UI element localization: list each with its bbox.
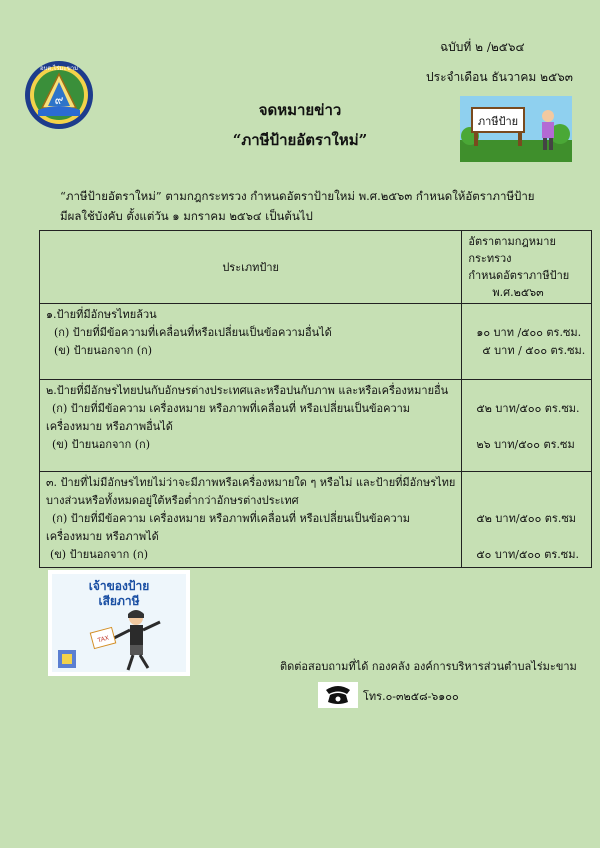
owner-pays-tax-illustration bbox=[48, 570, 190, 676]
row-text: ๑.ป้ายที่มีอักษรไทยล้วน bbox=[46, 308, 157, 321]
row-text: ๓. ป้ายที่ไม่มีอักษรไทยไม่ว่าจะมีภาพหรือเครื่องหมายใด ๆ หรือไม่ และป้ายที่มีอักษรไทย bbox=[46, 476, 456, 489]
rate-value: ๒๖ บาท/๕๐๐ ตร.ซม bbox=[476, 438, 575, 451]
row-rates bbox=[462, 304, 592, 380]
rate-value: ๕๒ บาท/๕๐๐ ตร.ซม bbox=[476, 512, 577, 525]
tax-rate-table bbox=[39, 230, 592, 568]
tax-sign-illustration bbox=[460, 96, 572, 162]
row-text: บางส่วนหรือทั้งหมดอยู่ใต้หรือต่ำกว่าอักษรต่างประเทศ bbox=[46, 494, 299, 507]
rate-value: ๕๒ บาท/๕๐๐ ตร.ซม. bbox=[476, 402, 580, 415]
logo-text: อบต.ไร่มะขาม bbox=[39, 65, 79, 72]
phone-number: โทร.๐-๓๒๕๘-๖๑๐๐ bbox=[363, 690, 459, 703]
issue-number: ฉบับที่ ๒ /๒๕๖๔ bbox=[440, 40, 525, 54]
table-row bbox=[40, 380, 592, 472]
row-text: เครื่องหมาย หรือภาพได้ bbox=[46, 530, 159, 543]
owner-pic-line1: เจ้าของป้าย bbox=[88, 579, 150, 593]
row-description bbox=[40, 304, 462, 380]
row-description bbox=[40, 380, 462, 472]
header-rate bbox=[462, 231, 592, 304]
row-text: ๒.ป้ายที่มีอักษรไทยปนกับอักษรต่างประเทศและหรือปนกับภาพ และหรือเครื่องหมายอื่น bbox=[46, 384, 449, 397]
rate-value: ๕ บาท / ๕๐๐ ตร.ซม. bbox=[482, 344, 586, 357]
header-rate-line: อัตราตามกฎหมายกระทรวง bbox=[468, 235, 556, 265]
phone-icon bbox=[318, 682, 358, 708]
row-text: (ก) ป้ายที่มีข้อความ เครื่องหมาย หรือภาพที่เคลื่อนที่ หรือเปลี่ยนเป็นข้อความ bbox=[52, 402, 411, 415]
tax-tag: TAX bbox=[96, 634, 110, 645]
row-rates bbox=[462, 472, 592, 568]
row-rates bbox=[462, 380, 592, 472]
row-description bbox=[40, 472, 462, 568]
table-header-row bbox=[40, 231, 592, 304]
page-title: จดหมายข่าว bbox=[258, 101, 342, 119]
contact-info: ติดต่อสอบถามที่ได้ กองคลัง องค์การบริหารส่วนตำบลไร่มะขาม bbox=[280, 660, 577, 673]
logo-number: ๙ bbox=[54, 93, 64, 107]
row-text: (ก) ป้ายที่มีข้อความ เครื่องหมาย หรือภาพที่เคลื่อนที่ หรือเปลี่ยนเป็นข้อความ bbox=[52, 512, 411, 525]
row-text: (ก) ป้ายที่มีข้อความที่เคลื่อนที่หรือเปลี่ยนเป็นข้อความอื่นได้ bbox=[54, 326, 332, 339]
tax-sign-label: ภาษีป้าย bbox=[477, 115, 519, 128]
row-text: (ข) ป้ายนอกจาก (ก) bbox=[54, 344, 153, 357]
row-text: เครื่องหมาย หรือภาพอื่นได้ bbox=[46, 420, 173, 433]
table-row bbox=[40, 472, 592, 568]
rate-value: ๕๐ บาท/๕๐๐ ตร.ซม. bbox=[476, 548, 580, 561]
owner-pic-line2: เสียภาษี bbox=[98, 594, 140, 608]
header-rate-line: พ.ศ.๒๕๖๓ bbox=[492, 286, 544, 299]
table-row bbox=[40, 304, 592, 380]
rate-value: ๑๐ บาท /๕๐๐ ตร.ซม. bbox=[476, 326, 582, 339]
header-sign-type: ประเภทป้าย bbox=[40, 231, 462, 304]
intro-paragraph: “ภาษีป้ายอัตราใหม่” ตามกฎกระทรวง กำหนดอัตราป้ายใหม่ พ.ศ.๒๕๖๓ กำหนดให้อัตราภาษีป้ายมีผลใช้บังคับ ตั้งแต่วัน ๑ มกราคม ๒๕๖๔ เป็นต้นไป bbox=[60, 189, 535, 223]
page-subtitle: “ภาษีป้ายอัตราใหม่” bbox=[232, 131, 368, 149]
row-text: (ข) ป้ายนอกจาก (ก) bbox=[52, 438, 151, 451]
issue-month: ประจำเดือน ธันวาคม ๒๕๖๓ bbox=[426, 70, 573, 84]
header-rate-line: กำหนดอัตราภาษีป้าย bbox=[468, 269, 570, 282]
row-text: (ข) ป้ายนอกจาก (ก) bbox=[50, 548, 149, 561]
